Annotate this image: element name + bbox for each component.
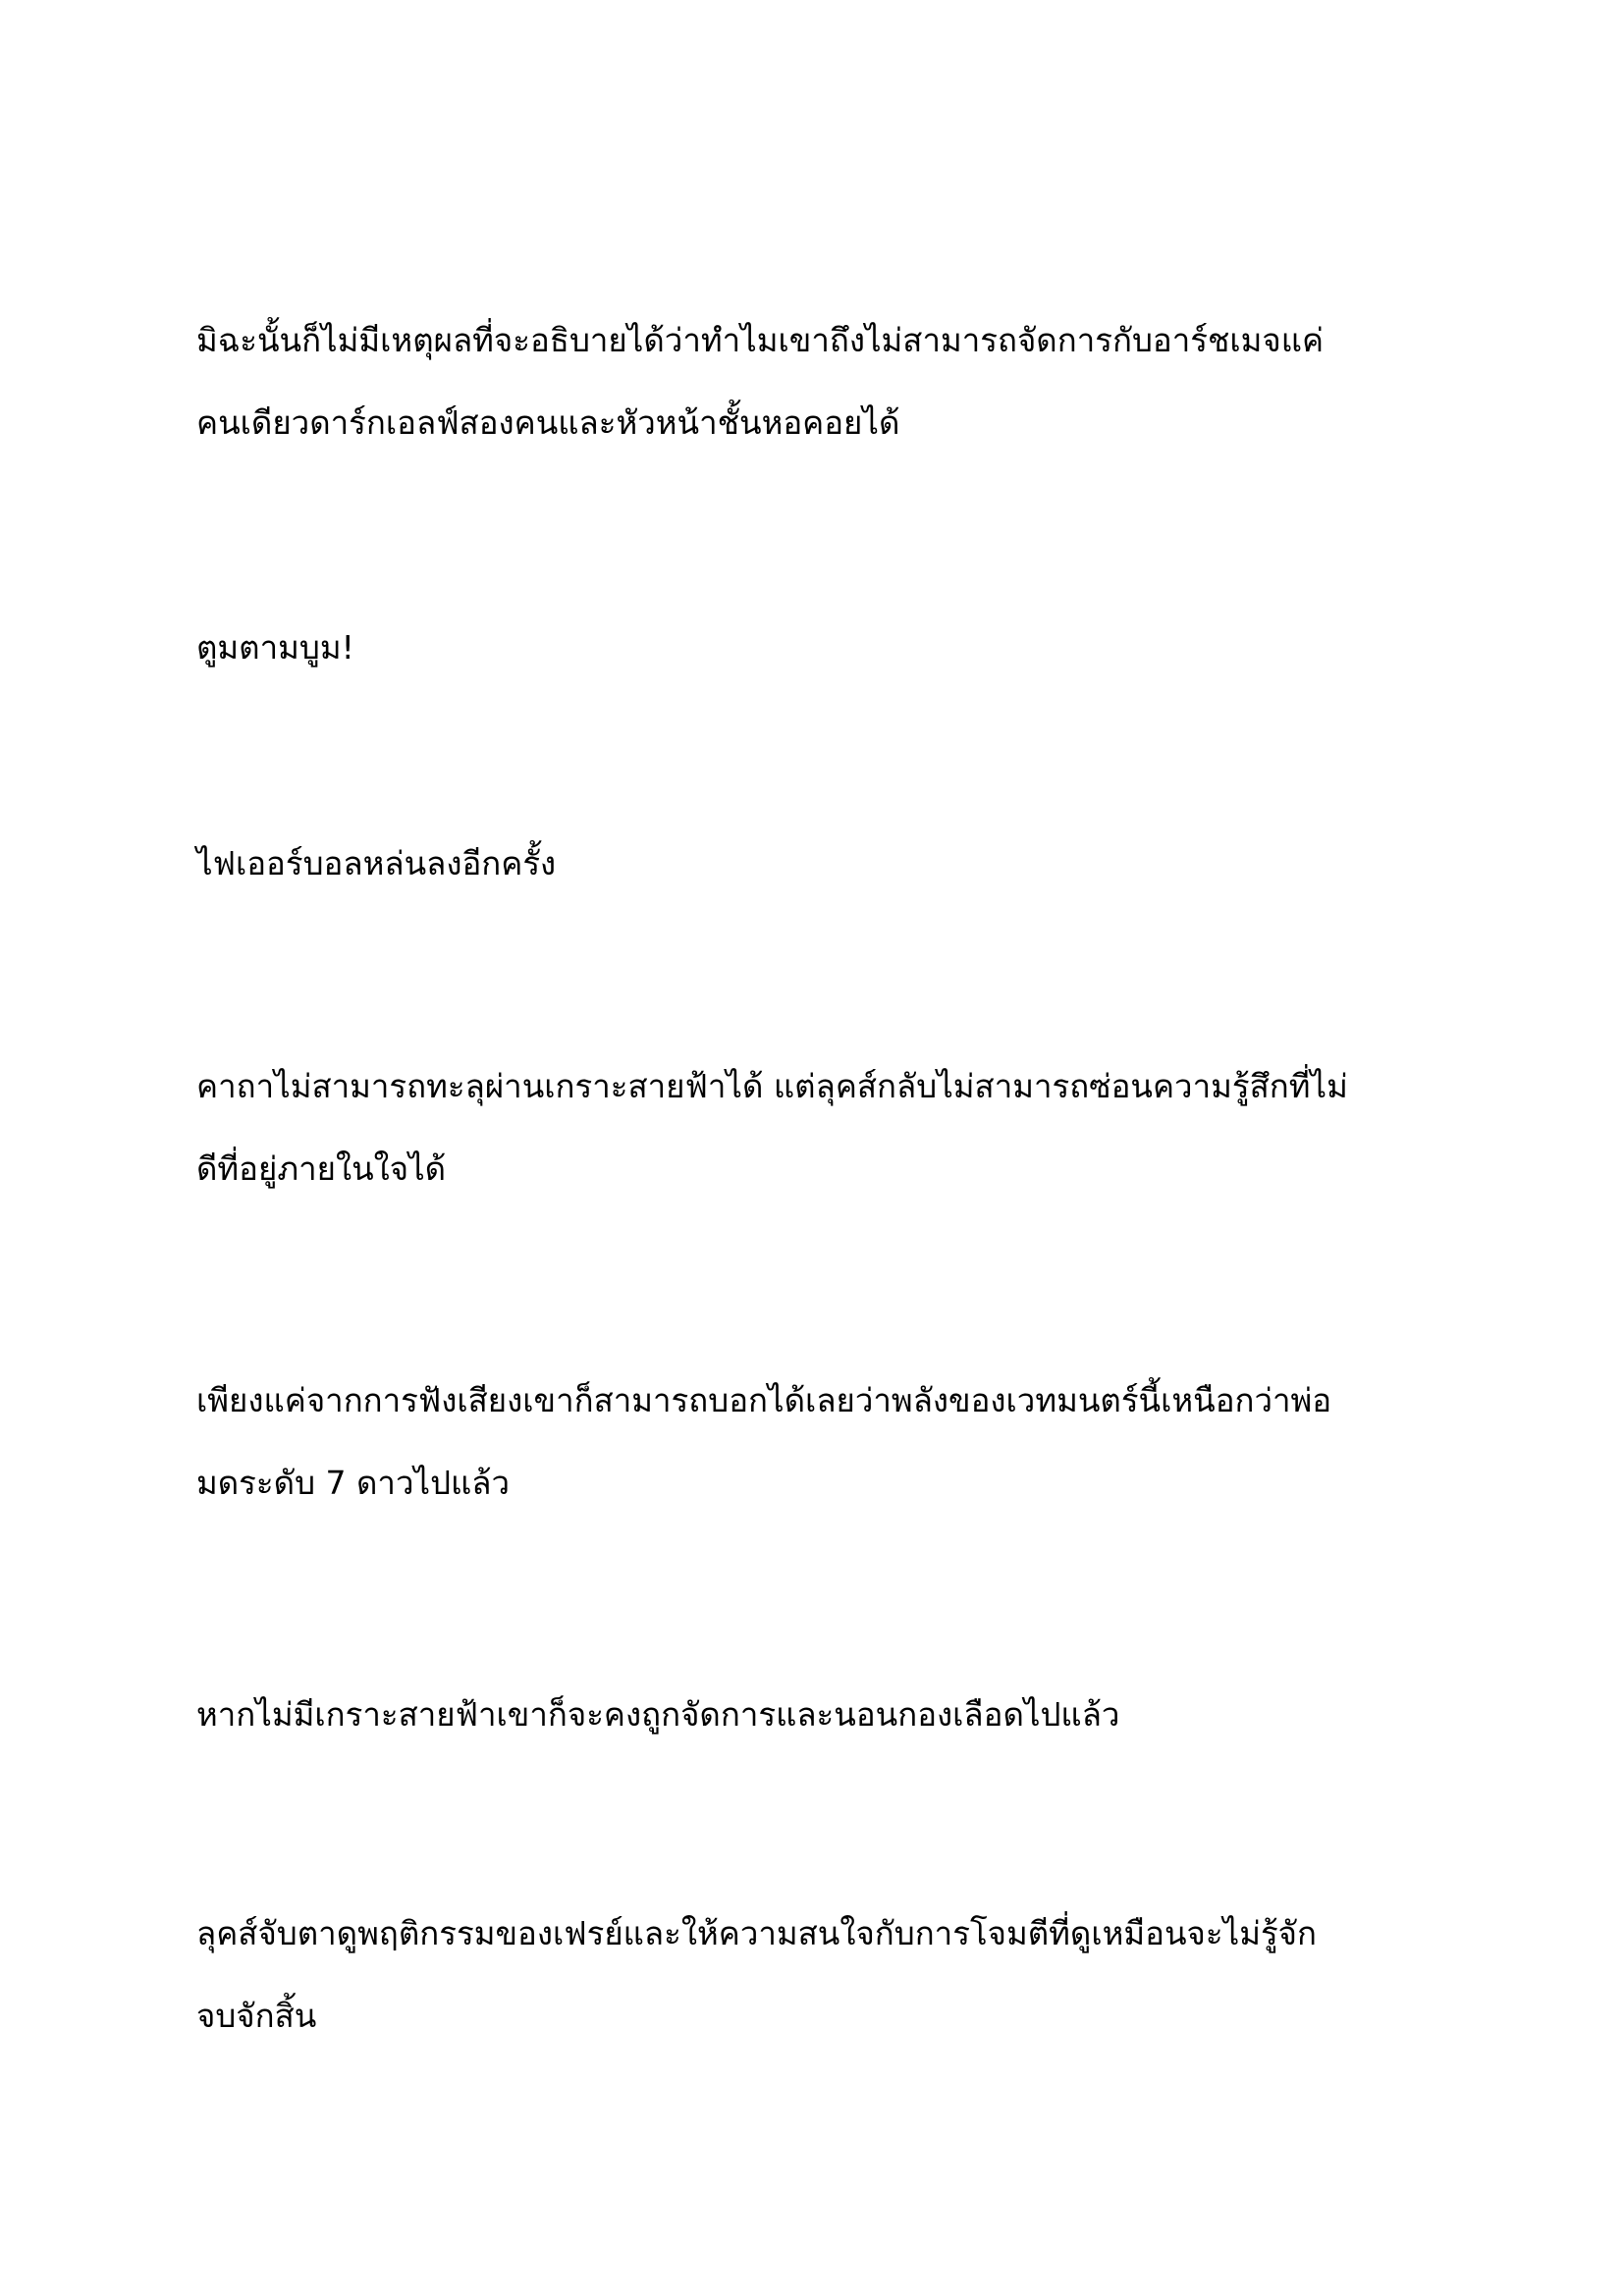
paragraph-5: เพียงแค่จากการฟังเสียงเขาก็สามารถบอกได้เลยว่าพลังของเวทมนตร์นี้เหนือกว่าพ่อ มดระดับ 7 ดาวไปแล้ว [196, 1381, 1332, 1502]
paragraph-2: ตูมตามบูม! [196, 628, 354, 667]
paragraph-6: หากไม่มีเกราะสายฟ้าเขาก็จะคงถูกจัดการและนอนกองเลือดไปแล้ว [196, 1695, 1120, 1734]
paragraph-1: มิฉะนั้นก็ไม่มีเหตุผลที่จะอธิบายได้ว่าทำไมเขาถึงไม่สามารถจัดการกับอาร์ชเมจแค่ คนเดียวดาร์กเอลฟ์สองคนและหัวหน้าชั้นหอคอยได้ [196, 321, 1325, 442]
paragraph-7: ลุคส์จับตาดูพฤติกรรมของเฟรย์และให้ความสนใจกับการโจมตีที่ดูเหมือนจะไม่รู้จัก จบจักสิ้น [196, 1914, 1317, 2035]
paragraph-3: ไฟเออร์บอลหล่นลงอีกครั้ง [196, 844, 557, 882]
paragraph-4: คาถาไม่สามารถทะลุผ่านเกราะสายฟ้าได้ แต่ลุคส์กลับไม่สามารถซ่อนความรู้สึกที่ไม่ ดีที่อยู่ภายในใจได้ [196, 1067, 1348, 1188]
